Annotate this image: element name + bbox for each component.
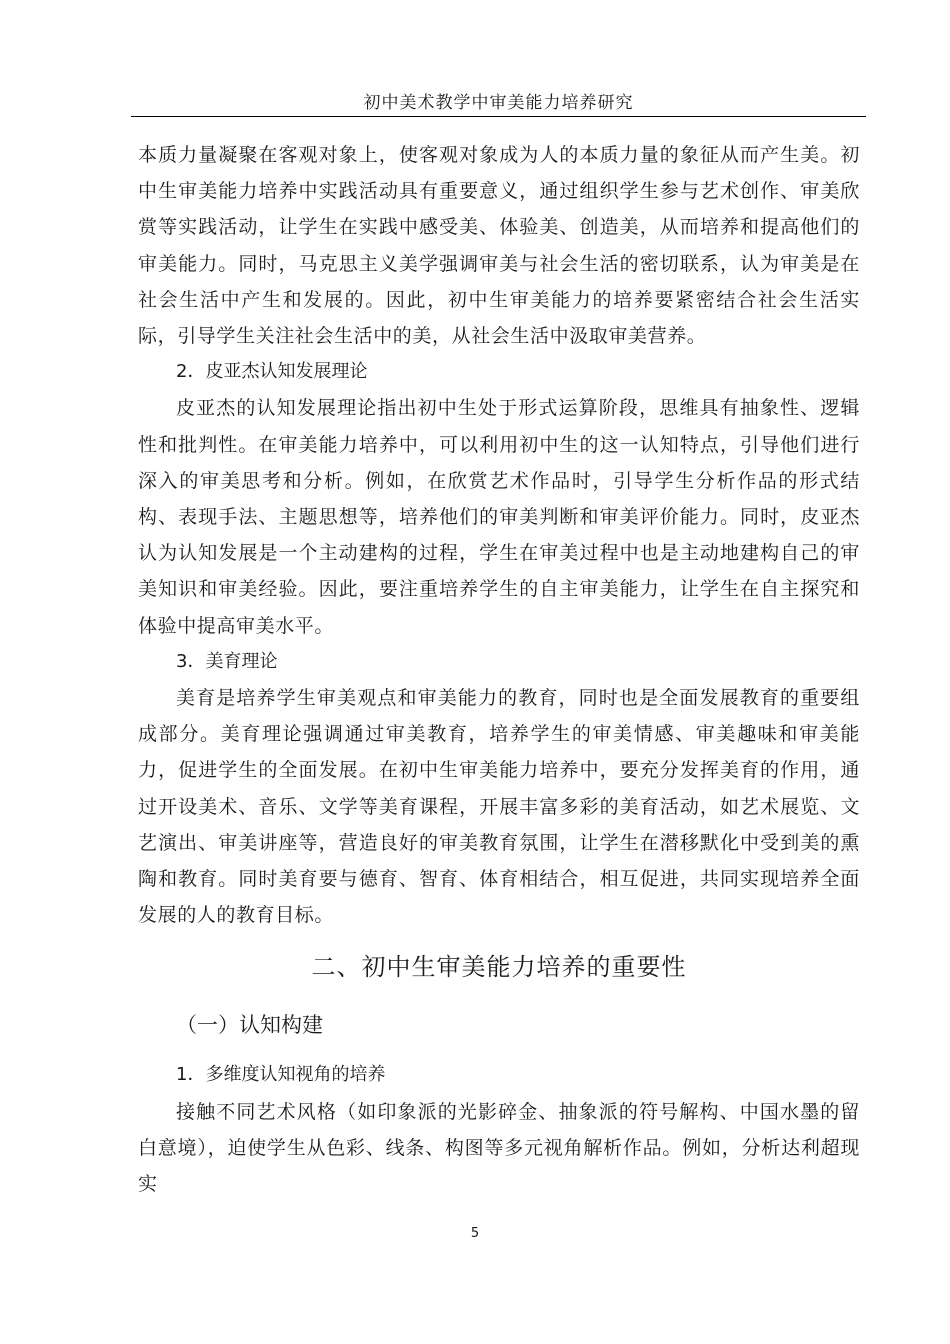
page-number: 5	[470, 1226, 480, 1241]
paragraph-multidimensional-perspective: 接触不同艺术风格（如印象派的光影碎金、抽象派的符号解构、中国水墨的留白意境），迫使学生从色彩、线条、构图等多元视角解析作品。例如，分析达利超现实	[138, 1100, 860, 1196]
running-header: 初中美术教学中审美能力培养研究	[363, 93, 634, 113]
subheading-aesthetic-education: 3．美育理论	[176, 650, 278, 672]
paragraph-marxist-aesthetics: 本质力量凝聚在客观对象上，使客观对象成为人的本质力量的象征从而产生美。初中生审美能力培养中实践活动具有重要意义，通过组织学生参与艺术创作、审美欣赏等实践活动，让学生在实践中感受美、体验美、创造美，从而培养和提高他们的审美能力。同时，马克思主义美学强调审美与社会生活的密切联系，认为审美是在社会生活中产生和发展的。因此，初中生审美能力的培养要紧密结合社会生活实际，引导学生关注社会生活中的美，从社会生活中汲取审美营养。	[138, 144, 860, 348]
subheading-piaget-theory: 2．皮亚杰认知发展理论	[176, 361, 368, 383]
body-content	[138, 137, 860, 1202]
chapter-heading: 二、初中生审美能力培养的重要性	[311, 953, 687, 982]
paragraph-piaget-theory: 皮亚杰的认知发展理论指出初中生处于形式运算阶段，思维具有抽象性、逻辑性和批判性。在审美能力培养中，可以利用初中生的这一认知特点，引导他们进行深入的审美思考和分析。例如，在欣赏艺术作品时，引导学生分析作品的形式结构、表现手法、主题思想等，培养他们的审美判断和审美评价能力。同时，皮亚杰认为认知发展是一个主动建构的过程，学生在审美过程中也是主动地建构自己的审美知识和审美经验。因此，要注重培养学生的自主审美能力，让学生在自主探究和体验中提高审美水平。	[138, 397, 860, 637]
section-heading-cognitive-construction: （一）认知构建	[176, 1013, 323, 1038]
header-rule	[131, 116, 866, 117]
paragraph-aesthetic-education: 美育是培养学生审美观点和审美能力的教育，同时也是全面发展教育的重要组成部分。美育理论强调通过审美教育，培养学生的审美情感、审美趣味和审美能力，促进学生的全面发展。在初中生审美能力培养中，要充分发挥美育的作用，通过开设美术、音乐、文学等美育课程，开展丰富多彩的美育活动，如艺术展览、文艺演出、审美讲座等，营造良好的审美教育氛围，让学生在潜移默化中受到美的熏陶和教育。同时美育要与德育、智育、体育相结合，相互促进，共同实现培养全面发展的人的教育目标。	[138, 687, 860, 927]
subheading-multidimensional-perspective: 1．多维度认知视角的培养	[176, 1064, 386, 1086]
